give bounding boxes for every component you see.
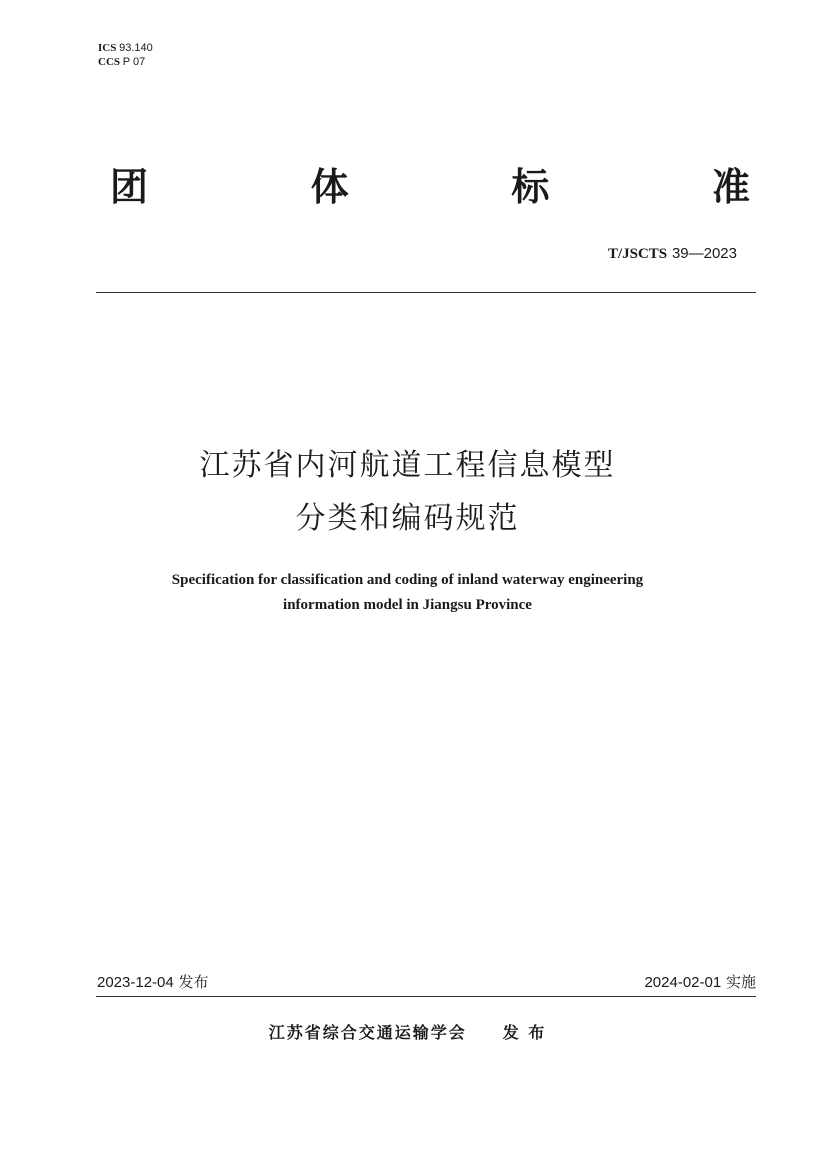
bottom-divider [96, 996, 756, 997]
category-char-4: 准 [711, 165, 750, 209]
title-zh-line2: 分类和编码规范 [295, 501, 520, 536]
implementation-date: 2024-02-01 [644, 974, 722, 991]
publisher-name: 江苏省综合交通运输学会 [268, 1023, 467, 1042]
top-divider [96, 292, 756, 293]
ccs-code: P 07 [122, 56, 146, 68]
title-en-line2: information model in Jiangsu Province [283, 597, 532, 613]
implementation-label: 实施 [725, 973, 756, 991]
category-char-2: 体 [310, 165, 349, 209]
ics-label: ICS [98, 42, 117, 54]
standard-category-title [110, 162, 750, 212]
category-char-1: 团 [110, 165, 149, 209]
issue-date: 2023-12-04 [97, 974, 174, 991]
publisher-line [0, 1022, 815, 1044]
issue-date-row [97, 972, 209, 993]
standard-code [608, 244, 737, 263]
standard-number: 39—2023 [671, 245, 737, 262]
standard-prefix: T/JSCTS [607, 246, 668, 262]
ics-line [98, 41, 153, 55]
ics-code: 93.140 [119, 42, 153, 54]
implementation-date-row [644, 972, 756, 993]
classification-block [98, 41, 153, 69]
issue-label: 发布 [178, 973, 209, 991]
title-en-line1: Specification for classification and coding of inland waterway engineering [171, 572, 644, 588]
ccs-line [98, 55, 153, 69]
ccs-label: CCS [98, 56, 121, 68]
title-zh-line1: 江苏省内河航道工程信息模型 [199, 448, 616, 483]
category-char-3: 标 [511, 165, 550, 209]
publisher-label: 发 布 [502, 1023, 547, 1042]
